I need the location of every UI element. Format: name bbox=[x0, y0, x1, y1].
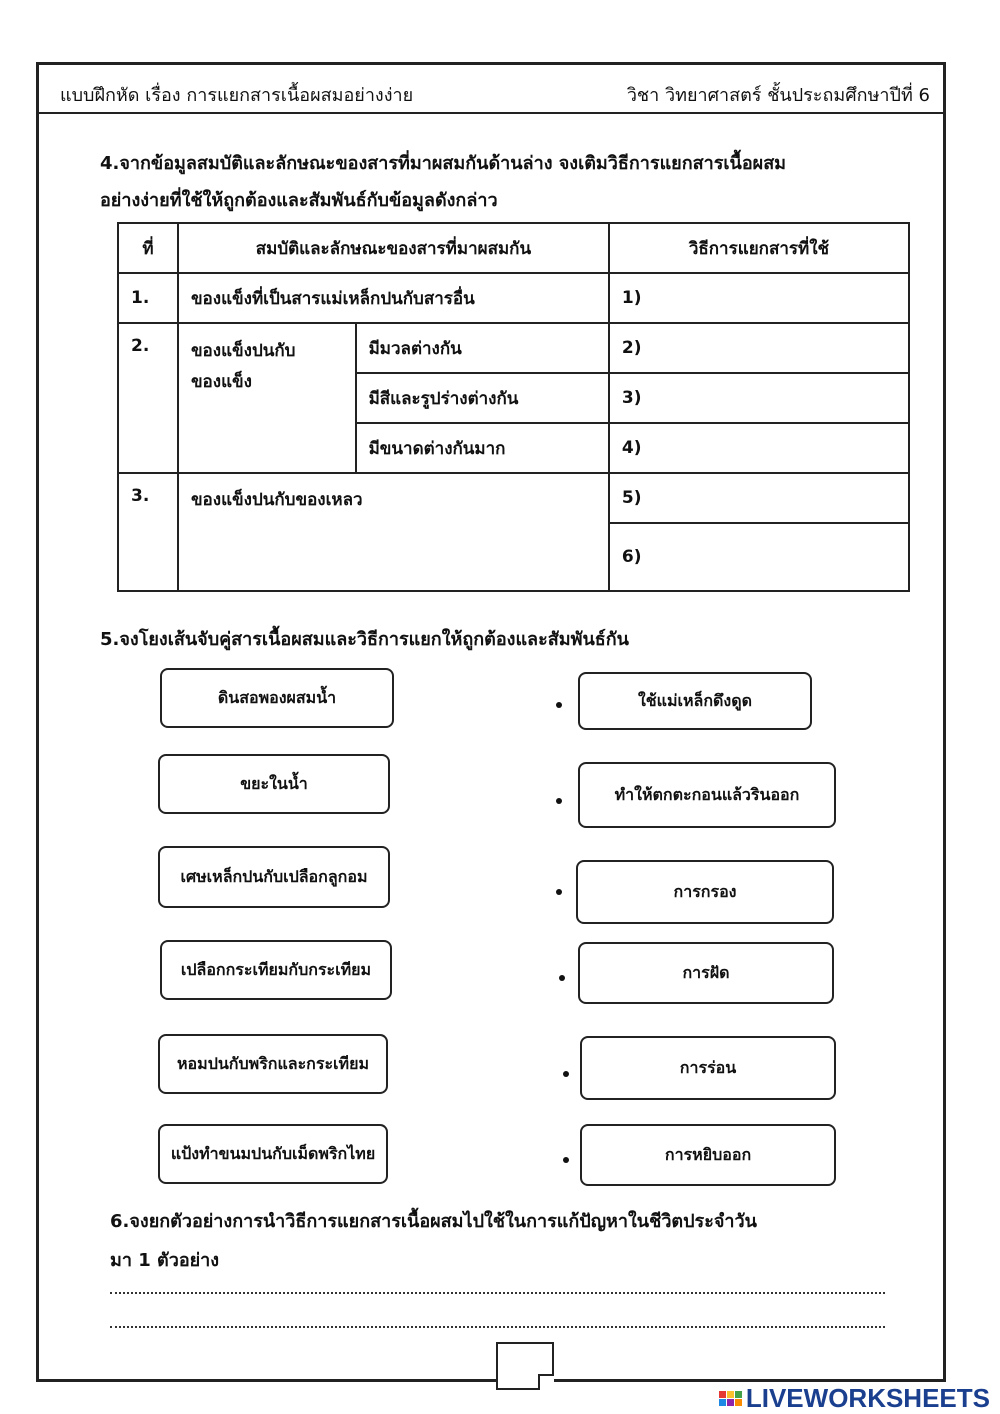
match-dot[interactable] bbox=[556, 798, 562, 804]
answer-cell-2[interactable]: 2) bbox=[609, 323, 909, 373]
match-right-item[interactable]: การร่อน bbox=[580, 1036, 836, 1100]
answer-cell-6[interactable]: 6) bbox=[609, 523, 909, 591]
page-corner-note bbox=[496, 1342, 554, 1390]
logo-text: LIVEWORKSHEETS bbox=[745, 1383, 990, 1413]
match-right-item[interactable]: การฝัด bbox=[578, 942, 834, 1004]
header-divider bbox=[36, 112, 946, 114]
row-no: 3. bbox=[118, 473, 178, 591]
row-subproperty: มีขนาดต่างกันมาก bbox=[356, 423, 609, 473]
match-dot[interactable] bbox=[563, 1157, 569, 1163]
match-left-item[interactable]: เศษเหล็กปนกับเปลือกลูกอม bbox=[158, 846, 390, 908]
header-title: แบบฝึกหัด เรื่อง การแยกสารเนื้อผสมอย่างง่าย bbox=[60, 85, 414, 106]
answer-cell-5[interactable]: 5) bbox=[609, 473, 909, 523]
row-subproperty: มีสีและรูปร่างต่างกัน bbox=[356, 373, 609, 423]
answer-cell-3[interactable]: 3) bbox=[609, 373, 909, 423]
row-no: 1. bbox=[118, 273, 178, 323]
match-left-item[interactable]: ขยะในน้ำ bbox=[158, 754, 390, 814]
row-property: ของแข็งปนกับ ของแข็ง bbox=[178, 323, 356, 473]
header-subject: วิชา วิทยาศาสตร์ ชั้นประถมศึกษาปีที่ 6 bbox=[626, 85, 930, 106]
match-dot[interactable] bbox=[563, 1071, 569, 1077]
match-dot[interactable] bbox=[556, 702, 562, 708]
q6-line1: 6.จงยกตัวอย่างการนำวิธีการแยกสารเนื้อผสมไปใช้ในการแก้ปัญหาในชีวิตประจำวัน bbox=[110, 1211, 757, 1232]
q5-title: 5.จงโยงเส้นจับคู่สารเนื้อผสมและวิธีการแยกให้ถูกต้องและสัมพันธ์กัน bbox=[100, 629, 629, 650]
q6-line2: มา 1 ตัวอย่าง bbox=[110, 1250, 220, 1271]
col-header-properties: สมบัติและลักษณะของสารที่มาผสมกัน bbox=[178, 223, 609, 273]
match-dot[interactable] bbox=[559, 975, 565, 981]
row-no: 2. bbox=[118, 323, 178, 473]
q4-line1: 4.จากข้อมูลสมบัติและลักษณะของสารที่มาผสมกันด้านล่าง จงเติมวิธีการแยกสารเนื้อผสม bbox=[100, 153, 787, 174]
logo-icon bbox=[719, 1391, 742, 1406]
match-left-item[interactable]: เปลือกกระเทียมกับกระเทียม bbox=[160, 940, 392, 1000]
q4-line2: อย่างง่ายที่ใช้ให้ถูกต้องและสัมพันธ์กับข้อมูลดังกล่าว bbox=[100, 190, 498, 211]
match-right-item[interactable]: การหยิบออก bbox=[580, 1124, 836, 1186]
match-left-item[interactable]: ดินสอพองผสมน้ำ bbox=[160, 668, 394, 728]
answer-cell-4[interactable]: 4) bbox=[609, 423, 909, 473]
match-left-item[interactable]: หอมปนกับพริกและกระเทียม bbox=[158, 1034, 388, 1094]
answer-line[interactable] bbox=[110, 1326, 885, 1328]
row-property: ของแข็งปนกับของเหลว bbox=[178, 473, 609, 591]
col-header-no: ที่ bbox=[118, 223, 178, 273]
col-header-method: วิธีการแยกสารที่ใช้ bbox=[609, 223, 909, 273]
q4-table bbox=[117, 222, 910, 592]
match-right-item[interactable]: ทำให้ตกตะกอนแล้วรินออก bbox=[578, 762, 836, 828]
answer-line[interactable] bbox=[110, 1292, 885, 1294]
match-right-item[interactable]: การกรอง bbox=[576, 860, 834, 924]
answer-cell-1[interactable]: 1) bbox=[609, 273, 909, 323]
row-subproperty: มีมวลต่างกัน bbox=[356, 323, 609, 373]
row-property: ของแข็งที่เป็นสารแม่เหล็กปนกับสารอื่น bbox=[178, 273, 609, 323]
match-dot[interactable] bbox=[556, 889, 562, 895]
match-left-item[interactable]: แป้งทำขนมปนกับเม็ดพริกไทย bbox=[158, 1124, 388, 1184]
liveworksheets-logo bbox=[719, 1383, 990, 1414]
match-right-item[interactable]: ใช้แม่เหล็กดึงดูด bbox=[578, 672, 812, 730]
